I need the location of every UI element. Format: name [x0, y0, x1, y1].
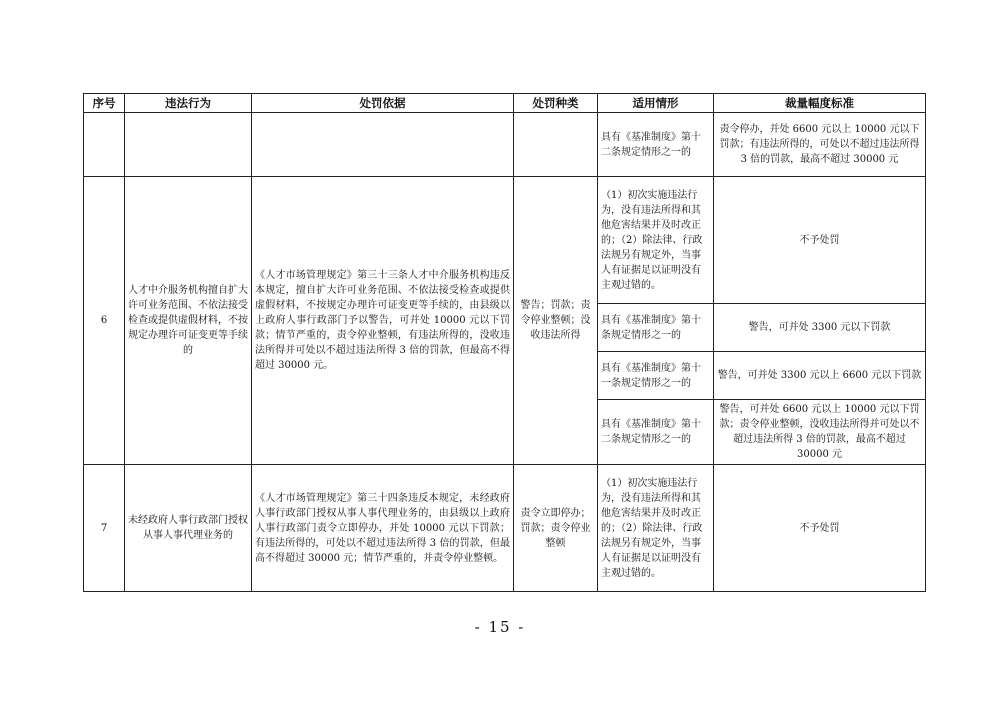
cont-seq-cell — [84, 113, 125, 177]
table-row — [84, 113, 926, 177]
row6-standard-3: 警告，可并处 3300 元以上 6600 元以下罚款 — [714, 352, 926, 400]
row7-act-cell: 未经政府人事行政部门授权从事人事代理业务的 — [125, 465, 252, 592]
header-act: 违法行为 — [125, 94, 252, 113]
penalty-table — [83, 93, 926, 592]
row6-basis-cell: 《人才市场管理规定》第三十三条人才中介服务机构违反本规定，擅自扩大许可业务范围、不依法接受检查或提供虚假材料，不按规定办理许可证变更等手续的，由县级以上政府人事行政部门予以警告，可并处 10000 元以下罚款；情节严重的，责令停业整顿，有违法所得的，没收违法所得并可处以不超过违法所得 3 倍的罚款，但最高不得超过 30000 元。 — [252, 177, 514, 465]
table-row — [84, 465, 926, 592]
row7-type-cell: 责令立即停办；罚款；责令停业整顿 — [514, 465, 598, 592]
header-basis: 处罚依据 — [252, 94, 514, 113]
row6-situation-1: （1）初次实施违法行为，没有违法所得和其他危害结果并及时改正的；（2）除法律、行政法规另有规定外，当事人有证据足以证明没有主观过错的。 — [598, 177, 714, 304]
row6-seq-cell: 6 — [84, 177, 125, 465]
header-seq: 序号 — [84, 94, 125, 113]
table-row — [84, 177, 926, 304]
header-situation: 适用情形 — [598, 94, 714, 113]
row6-situation-3: 具有《基准制度》第十一条规定情形之一的 — [598, 352, 714, 400]
row6-type-cell: 警告；罚款；责令停业整顿；没收违法所得 — [514, 177, 598, 465]
row6-act-cell: 人才中介服务机构擅自扩大许可业务范围、不依法接受检查或提供虚假材料，不按规定办理许可证变更等手续的 — [125, 177, 252, 465]
row7-situation-1: （1）初次实施违法行为，没有违法所得和其他危害结果并及时改正的；（2）除法律、行政法规另有规定外，当事人有证据足以证明没有主观过错的。 — [598, 465, 714, 592]
header-type: 处罚种类 — [514, 94, 598, 113]
cont-situation-cell: 具有《基准制度》第十二条规定情形之一的 — [598, 113, 714, 177]
row6-standard-2: 警告，可并处 3300 元以下罚款 — [714, 304, 926, 352]
row6-standard-4: 警告，可并处 6600 元以上 10000 元以下罚款；责令停业整顿，没收违法所得并可处以不超过违法所得 3 倍的罚款，最高不超过 30000 元 — [714, 400, 926, 465]
row7-basis-cell: 《人才市场管理规定》第三十四条违反本规定，未经政府人事行政部门授权从事人事代理业务的，由县级以上政府人事行政部门责令立即停办，并处 10000 元以下罚款；有违法所得的，可处以不超过违法所得 3 倍的罚款，但最高不得超过 30000 元；情节严重的，并责令停业整顿。 — [252, 465, 514, 592]
row6-standard-1: 不予处罚 — [714, 177, 926, 304]
row7-seq-cell: 7 — [84, 465, 125, 592]
page-number: - 15 - — [474, 618, 526, 636]
row7-standard-1: 不予处罚 — [714, 465, 926, 592]
cont-basis-cell — [252, 113, 514, 177]
row6-situation-4: 具有《基准制度》第十二条规定情形之一的 — [598, 400, 714, 465]
cont-act-cell — [125, 113, 252, 177]
row6-situation-2: 具有《基准制度》第十条规定情形之一的 — [598, 304, 714, 352]
cont-standard-cell: 责令停办，并处 6600 元以上 10000 元以下罚款；有违法所得的，可处以不超过违法所得 3 倍的罚款，最高不超过 30000 元 — [714, 113, 926, 177]
header-row — [84, 94, 926, 113]
header-standard: 裁量幅度标准 — [714, 94, 926, 113]
cont-type-cell — [514, 113, 598, 177]
